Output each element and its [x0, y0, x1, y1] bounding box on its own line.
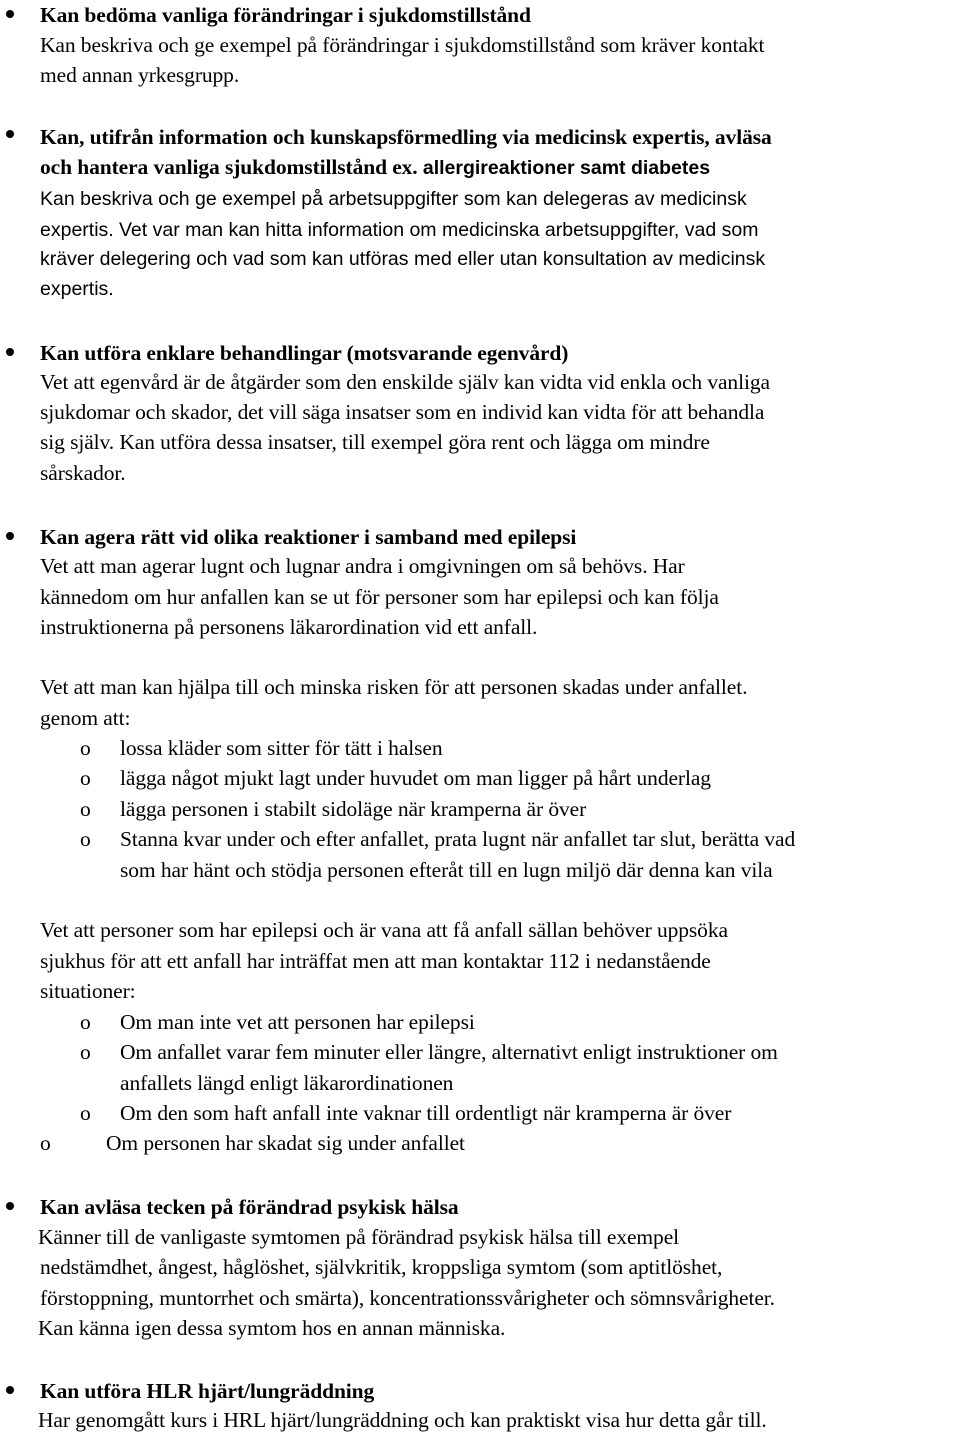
list-item-continuation: anfallets längd enligt läkarordinationen: [120, 1071, 454, 1095]
body-line: situationer:: [40, 979, 136, 1003]
body-line: Kan beskriva och ge exempel på arbetsuppgifter som kan delegeras av medicinsk: [40, 188, 747, 210]
body-line: Vet att man kan hjälpa till och minska risken för att personen skadas under anfallet.: [40, 675, 748, 699]
list-marker: o: [80, 1101, 91, 1125]
section-heading-sans: allergireaktioner samt diabetes: [422, 157, 711, 179]
section-heading: Kan avläsa tecken på förändrad psykisk hälsa: [40, 1195, 459, 1219]
body-line: Vet att man agerar lugnt och lugnar andra i omgivningen om så behövs. Har: [40, 554, 685, 578]
list-item: Stanna kvar under och efter anfallet, prata lugnt när anfallet tar slut, berätta vad: [120, 827, 796, 851]
body-line: med annan yrkesgrupp.: [40, 63, 240, 87]
body-line: expertis.: [40, 278, 114, 300]
section-heading: Kan agera rätt vid olika reaktioner i samband med epilepsi: [40, 525, 577, 549]
list-marker: o: [80, 797, 91, 821]
body-line: genom att:: [40, 706, 131, 730]
list-marker: o: [80, 1040, 91, 1064]
section-heading: Kan bedöma vanliga förändringar i sjukdomstillstånd: [40, 3, 531, 27]
body-line: sårskador.: [40, 461, 126, 485]
section-heading-serif: och hantera vanliga sjukdomstillstånd ex.: [40, 155, 418, 179]
bullet-icon: [6, 348, 14, 356]
bullet-icon: [6, 532, 14, 540]
body-line: Har genomgått kurs i HRL hjärt/lungräddning och kan praktiskt visa hur detta går till.: [38, 1408, 767, 1432]
list-marker: o: [80, 766, 91, 790]
body-fragment: Vet var man kan hitta information om medicinska arbetsuppgifter, vad som: [118, 219, 759, 241]
section-heading: Kan utföra enklare behandlingar (motsvarande egenvård): [40, 341, 569, 365]
list-marker: o: [40, 1131, 51, 1155]
body-line: sjukdomar och skador, det vill säga insatser som en individ kan vidta för att behandla: [40, 400, 765, 424]
bullet-icon: [6, 130, 14, 138]
list-item: Om den som haft anfall inte vaknar till ordentligt när kramperna är över: [120, 1101, 732, 1125]
list-item-continuation: som har hänt och stödja personen efteråt till en lugn miljö där denna kan vila: [120, 858, 773, 882]
bullet-icon: [6, 10, 14, 18]
list-item: lägga något mjukt lagt under huvudet om man ligger på hårt underlag: [120, 766, 711, 790]
body-line: Vet att personer som har epilepsi och är vana att få anfall sällan behöver uppsöka: [40, 918, 728, 942]
list-item: lägga personen i stabilt sidoläge när kramperna är över: [120, 797, 587, 821]
list-marker: o: [80, 1010, 91, 1034]
body-line: förstoppning, muntorrhet och smärta), koncentrationssvårigheter och sömnsvårigheter.: [40, 1286, 775, 1310]
section-heading-line: [40, 152, 710, 183]
body-line: Känner till de vanligaste symtomen på förändrad psykisk hälsa till exempel: [38, 1225, 680, 1249]
body-line: [40, 214, 758, 245]
body-line: sig själv. Kan utföra dessa insatser, till exempel göra rent och lägga om mindre: [40, 430, 710, 454]
list-item: Om personen har skadat sig under anfallet: [106, 1131, 465, 1155]
list-item: lossa kläder som sitter för tätt i halsen: [120, 736, 443, 760]
list-item: Om anfallet varar fem minuter eller längre, alternativt enligt instruktioner om: [120, 1040, 778, 1064]
section-heading: Kan, utifrån information och kunskapsförmedling via medicinsk expertis, avläsa: [40, 125, 772, 149]
body-fragment: expertis.: [40, 219, 114, 241]
body-line: kräver delegering och vad som kan utföras med eller utan konsultation av medicinsk: [40, 248, 766, 270]
list-marker: o: [80, 736, 91, 760]
body-line: Vet att egenvård är de åtgärder som den enskilde själv kan vidta vid enkla och vanliga: [40, 370, 770, 394]
body-line: Kan känna igen dessa symtom hos en annan människa.: [38, 1316, 506, 1340]
body-line: Kan beskriva och ge exempel på förändringar i sjukdomstillstånd som kräver kontakt: [40, 33, 765, 57]
list-marker: o: [80, 827, 91, 851]
body-line: kännedom om hur anfallen kan se ut för personer som har epilepsi och kan följa: [40, 585, 719, 609]
body-line: sjukhus för att ett anfall har inträffat men att man kontaktar 112 i nedanstående: [40, 949, 711, 973]
section-heading: Kan utföra HLR hjärt/lungräddning: [40, 1379, 375, 1403]
body-line: nedstämdhet, ångest, håglöshet, självkritik, kroppsliga symtom (som aptitlöshet,: [40, 1255, 723, 1279]
list-item: Om man inte vet att personen har epilepsi: [120, 1010, 475, 1034]
body-line: instruktionerna på personens läkarordination vid ett anfall.: [40, 615, 538, 639]
bullet-icon: [6, 1386, 14, 1394]
bullet-icon: [6, 1202, 14, 1210]
